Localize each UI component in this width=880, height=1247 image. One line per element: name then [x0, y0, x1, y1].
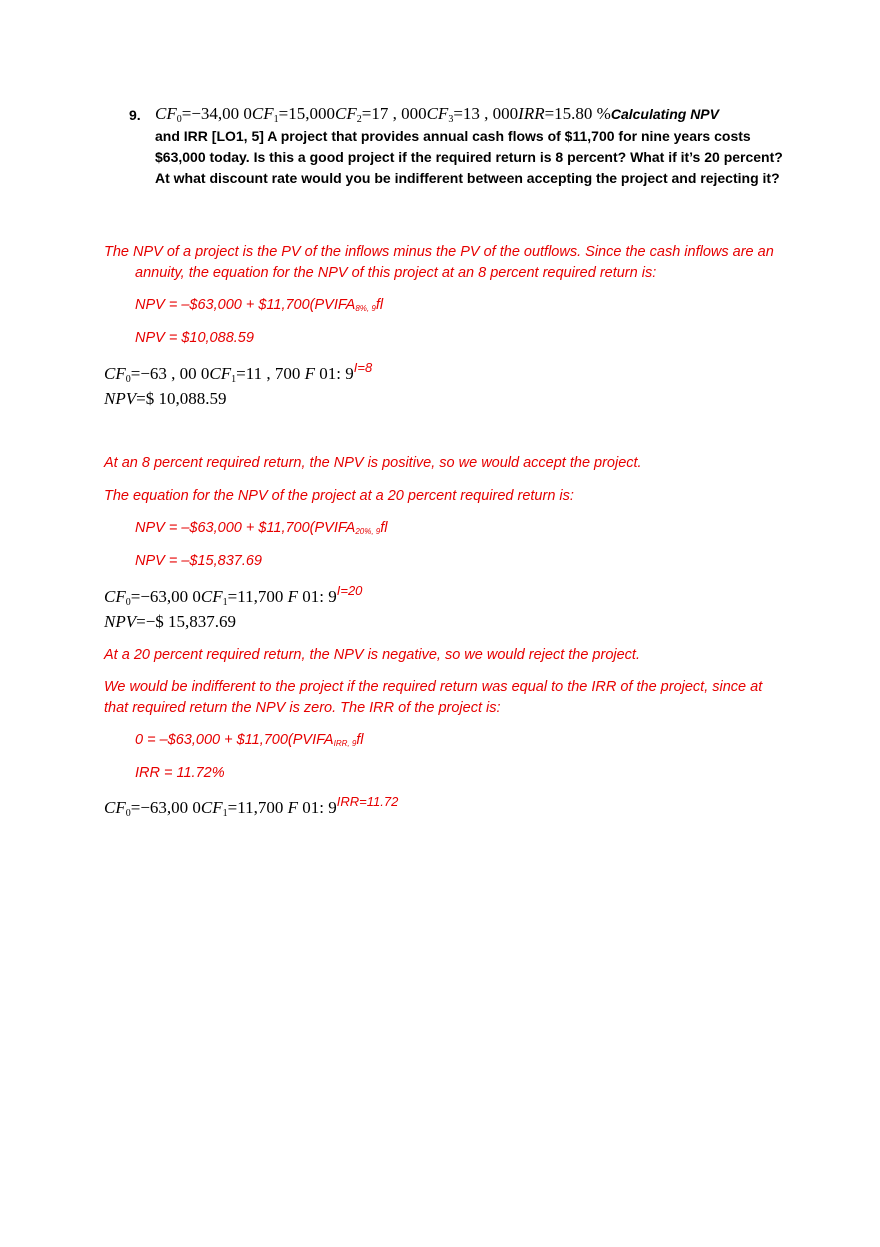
npv-result-20: NPV = –$15,837.69 — [135, 553, 262, 569]
calculator-npv-20: NPV=−$ 15,837.69 — [104, 612, 237, 631]
question-title: Calculating NPV — [610, 106, 719, 122]
calculator-irr: $CF_0=-63,00$ $0CF_1=11,700$ F 01: $9^{IRR=11.72}$ — [104, 794, 399, 819]
indifference-line-2: that required return the NPV is zero. The IRR of the project is: — [104, 700, 501, 716]
question-text: and IRR [LO1, 5] A project that provides annual cash flows of $11,700 for nine years costs $63,000 today. Is this a good project if the required return is 8 percent? What if it’s 20 percent? At what discount rate would you be indifferent between accepting the project and rejecting it? — [155, 128, 783, 186]
calculator-8: $CF_0=-63$ , 00 $0CF_1=11$ , 700 F 01: $9^{I=8}$ — [104, 360, 373, 385]
reject-statement-20: At a 20 percent required return, the NPV is negative, so we would reject the project. — [104, 647, 640, 663]
npv-result-8: NPV = $10,088.59 — [135, 330, 254, 346]
indifference-line-1: We would be indifferent to the project if the required return was equal to the IRR of the project, since at — [104, 679, 763, 695]
solution-intro: The NPV of a project is the PV of the inflows minus the PV of the outflows. Since the cash inflows are an — [104, 244, 774, 260]
irr-equation: 0 = –$63,000 + $\$11,700(PVIFA_{IRR, 9}fl$ — [135, 732, 364, 748]
accept-statement-8: At an 8 percent required return, the NPV is positive, so we would accept the project. — [104, 455, 642, 471]
npv-equation-8: NPV = –$63,000 + $\$11,700(PVIFA_{8\%, 9}fl$ — [135, 297, 384, 313]
question-number: 9. — [129, 107, 141, 123]
npv-equation-20: NPV = –$63,000 + $\$11,700(PVIFA_{20\%, 9}fl$ — [135, 520, 388, 536]
calculator-20: $CF_0=-63,00$ $0CF_1=11,700$ F 01: $9^{I=20}$ — [104, 583, 363, 608]
calculator-npv-8: NPV=$ 10,088.59 — [104, 389, 227, 408]
solution-intro-cont: annuity, the equation for the NPV of this project at an 8 percent required return is: — [135, 265, 657, 281]
question-equation: $CF_0=-34,00$ $0CF_1=15,000CF_2=17$ , $000CF_3=13$ , 000IRR=15.80 %Calculating NPV — [155, 104, 719, 125]
irr-result: IRR = 11.72% — [135, 765, 225, 781]
intro-20: The equation for the NPV of the project at a 20 percent required return is: — [104, 488, 574, 504]
